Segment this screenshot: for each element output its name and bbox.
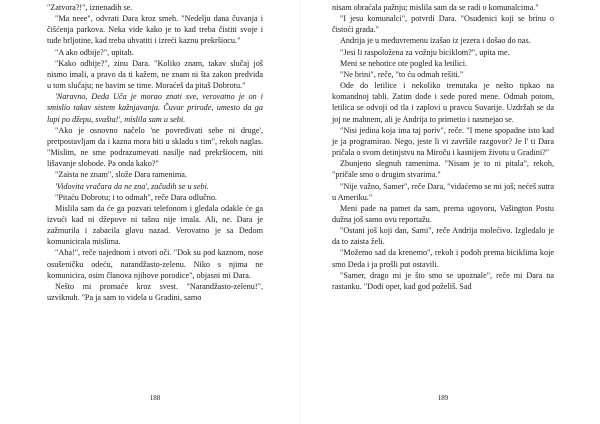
paragraph: "Ostani još koji dan, Sami", reče Andrija molećivo. Izgledalo je da to zaista želi. [332,226,554,247]
paragraph: "Samer, drago mi je što smo se upoznale", reče mi Dara na rastanku. "Dođi opet, kad god poželiš. Sad [332,270,554,291]
paragraph: "Ako je osnovno načelo 'ne povređivati sebe ni druge', pretpostavljam da i kazna mora biti u skladu s tim", rekoh naglas. "Mislim, ne sme podrazumevati nasilje nad prekršiocem, niti lišavanje slobode. Pa onda kako?" [47,125,263,169]
page-number: 188 [149,394,161,402]
paragraph: "Aha!", reče najednom i otvori oči. "Dok su pod kaznom, nose osušeničku odeću, narandžasto-zelenu. Niko s njima ne komunicira, osim članova njihove porodice", objasni mi Dara. [47,248,263,280]
paragraph: "Zaista ne znam", slože Dara ramenima. [55,170,187,180]
paragraph: "Ne brini", reče, "to ću odmah rešiti." [340,69,464,79]
right-page-text [332,2,554,292]
paragraph: Mislila sam da će ga pozvati telefonom i gledala odakle će ga izvući kad ni džepove ni tašnu nije imala. Ali, ne. Dara je zažmurila i zabacila glavu nazad. Verovatno je sa Dedom komunicirala mislima. [47,203,263,247]
paragraph: Ode do letilice i nekoliko trenutaka je nešto tipkao na komandnoj tabli. Zatim dođe i sede pored mene. Odmah potom, letilica se odvoji od tla i zaplovi u pravcu Suvarije. Uzdržah se da joj ne mahnem, ali je Andrija to primetio i nasmejao se. [332,81,554,124]
right-page [332,2,554,422]
paragraph: Zbunjeno slegnuh ramenima. "Nisam je to ni pitala", rekoh, "pričale smo o drugim stvarima." [332,159,554,180]
paragraph: "Zatvora?!", iznenadih se. [47,3,133,12]
paragraph: "Nisi jedina koja ima taj poriv", reče. "I mene spopadne isto kad je ja programirao. Nego, jeste li vi završile razgovor? Je l' ti Dara pričala o svom detinjstvu na Miroču i kasnijem životu u Gradini?" [332,125,554,158]
paragraph: 'Naravno, Deda Uča je morao znati sve, verovatno je on i smislio takav sistem kažnjavanja. Čuvar prirode, umesto da ga lupi po džepu, svašta!', mislila sam u sebi. [47,92,263,124]
paragraph: Meni pade na pamet da sam, prema ugovoru, Vašington Postu dužna još samo ovu reportažu. [332,203,554,224]
paragraph: Andrija je u međuvremenu izašao iz jezera i došao do nas. [340,36,531,46]
paragraph: "I jesu komunalci", potvrdi Dara. "Osuđenici koji se brinu o čistoći grada." [332,14,554,35]
paragraph: Nešto mi promaće kroz svest. "Narandžasto-zelenu!", uzviknuh. "Pa ja sam to videla u Gradini, samo [47,281,263,303]
paragraph: "Ma neee", odvrati Dara kroz smeh. "Nedelju dana čuvanja i čišćenja parkova. Neka vide kako je to kad treba čistiti svoje i tuđe brljotine, kad treba uhvatiti i izreći kaznu prekršiocu." [47,14,263,46]
paragraph: 'Vidovita vračara da ne zna', začudih se u sebi. [55,181,209,191]
left-page [47,2,263,422]
paragraph: nisam obraćala pažnju; mislila sam da se radi o komunalcima." [332,3,539,12]
paragraph: "Kako odbije?", zinu Dara. "Koliko znam, takav slučaj još nismo imali, a pravo da ti kažem, ne znam ni šta zakon predviđa u tom slučaju; ne bavim se time. Moraćeš da pitaš Dobrotu." [47,58,263,91]
paragraph: "Nije važno, Samer", reče Dara, "vidaćemo se mi još; nećeš sutra u Ameriku." [332,181,554,202]
page-number: 189 [437,394,449,402]
paragraph: "Jesi li raspoložena za vožnju biciklom?", upita me. [340,47,510,57]
paragraph: "Možemo sad da krenemo", rekoh i pođoh prema biciklima koje smo Deda i ja prošli put ostavili. [332,248,554,269]
book-gutter [299,0,301,424]
paragraph: "A ako odbije?", upitah. [55,47,134,57]
paragraph: "Pitaću Dobrotu; i to odmah", reče Dara odlučno. [55,192,217,202]
paragraph: Meni se nehotice ote pogled ka letilici. [340,58,468,68]
left-page-text [47,2,263,303]
